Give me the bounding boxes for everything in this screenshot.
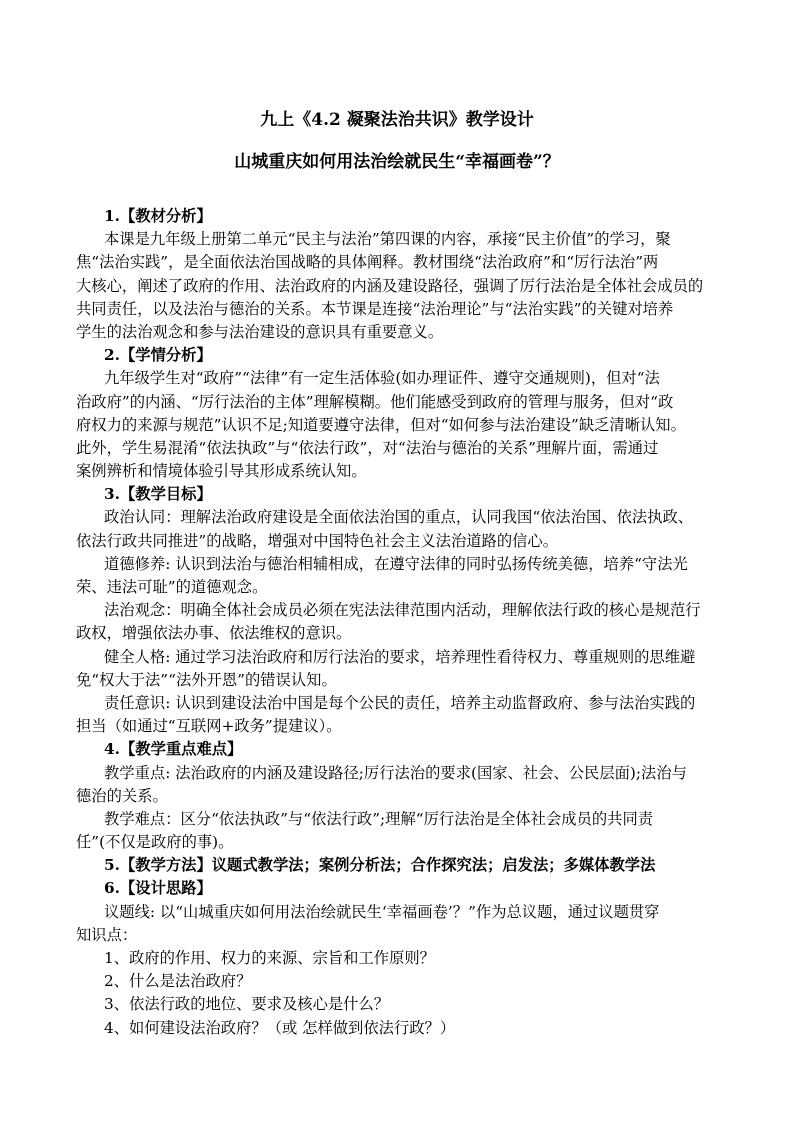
document-body — [76, 205, 726, 1040]
paragraph-line: 荣、违法可耻”的道德观念。 — [76, 578, 268, 596]
paragraph-line: 道德修养: 认识到法治与德治相辅相成，在遵守法律的同时弘扬传统美德，培养“守法光 — [104, 554, 688, 573]
paragraph-line: 府权力的来源与规范”认识不足;知道要遵守法律，但对“如何参与法治建设”缺乏清晰认知。 — [76, 415, 686, 434]
paragraph-line: 教学重点: 法治政府的内涵及建设路径;厉行法治的要求(国家、社会、公民层面);法治与 — [104, 763, 687, 782]
section-heading: 4.【教学重点难点】 — [104, 740, 243, 759]
paragraph-line: 教学难点：区分“依法执政”与“依法行政”;理解“厉行法治是全体社会成员的共同责 — [104, 809, 654, 828]
paragraph-line: 担当（如通过“互联网+政务”提建议）。 — [76, 717, 342, 736]
paragraph-line: 本课是九年级上册第二单元“民主与法治”第四课的内容，承接“民主价值”的学习，聚 — [104, 230, 671, 249]
paragraph-line: 焦“法治实践”，是全面依法治国战略的具体阐释。教材围绕“法治政府”和“厉行法治”两 — [76, 253, 659, 272]
paragraph-line: 学生的法治观念和参与法治建设的意识具有重要意义。 — [76, 322, 444, 341]
paragraph-line: 案例辨析和情境体验引导其形成系统认知。 — [76, 462, 367, 481]
paragraph-line: 2、什么是法治政府？ — [104, 972, 252, 991]
paragraph-line: 免“权大于法”“法外开恩”的错误认知。 — [76, 670, 337, 689]
paragraph-line: 任”(不仅是政府的事)。 — [76, 833, 234, 852]
paragraph-line: 治政府”的内涵、“厉行法治的主体”理解模糊。他们能感受到政府的管理与服务，但对“政 — [76, 392, 674, 411]
paragraph-line: 责任意识: 认识到建设法治中国是每个公民的责任，培养主动监督政府、参与法治实践的 — [104, 693, 696, 712]
paragraph-line: 健全人格: 通过学习法治政府和厉行法治的要求，培养理性看待权力、尊重规则的思维避 — [104, 647, 696, 666]
paragraph-line: 政权，增强依法办事、依法维权的意识。 — [76, 624, 352, 643]
paragraph-line: 3、依法行政的地位、要求及核心是什么？ — [104, 995, 390, 1014]
paragraph-line: 政治认同：理解法治政府建设是全面依法治国的重点，认同我国“依法治国、依法执政、 — [104, 508, 694, 527]
paragraph-line: 此外，学生易混淆“依法执政”与“依法行政”，对“法治与德治的关系”理解片面，需通过 — [76, 438, 659, 457]
paragraph-line: 议题线: 以“山城重庆如何用法治绘就民生‘幸福画卷’？”作为总议题，通过议题贯穿 — [104, 902, 660, 921]
section-heading: 1.【教材分析】 — [104, 207, 212, 225]
document-title: 九上《4.2 凝聚法治共识》教学设计 — [260, 110, 534, 130]
paragraph-line: 4、如何建设法治政府？（或 怎样做到依法行政？） — [104, 1018, 456, 1037]
section-heading: 3.【教学目标】 — [104, 485, 212, 504]
paragraph-line: 1、政府的作用、权力的来源、宗旨和工作原则？ — [104, 949, 435, 967]
paragraph-line: 法治观念：明确全体社会成员必须在宪法法律范围内活动，理解依法行政的核心是规范行 — [104, 601, 701, 620]
paragraph-line: 德治的关系。 — [76, 786, 168, 805]
paragraph-line: 依法行政共同推进”的战略，增强对中国特色社会主义法治道路的信心。 — [76, 531, 559, 550]
section-heading: 2.【学情分析】 — [104, 346, 212, 365]
paragraph-line: 九年级学生对“政府”“法律”有一定生活体验(如办理证件、遵守交通规则)，但对“法 — [104, 369, 660, 388]
paragraph-line: 知识点： — [76, 925, 138, 944]
section-heading: 5.【教学方法】议题式教学法；案例分析法；合作探究法；启发法；多媒体教学法 — [104, 856, 656, 875]
paragraph-line: 共同责任，以及法治与德治的关系。本节课是连接“法治理论”与“法治实践”的关键对培养 — [76, 299, 674, 318]
paragraph-line: 大核心，阐述了政府的作用、法治政府的内涵及建设路径，强调了厉行法治是全体社会成员的 — [76, 276, 704, 295]
section-heading: 6.【设计思路】 — [104, 879, 212, 898]
document-subtitle: 山城重庆如何用法治绘就民生“幸福画卷”？ — [234, 152, 560, 172]
